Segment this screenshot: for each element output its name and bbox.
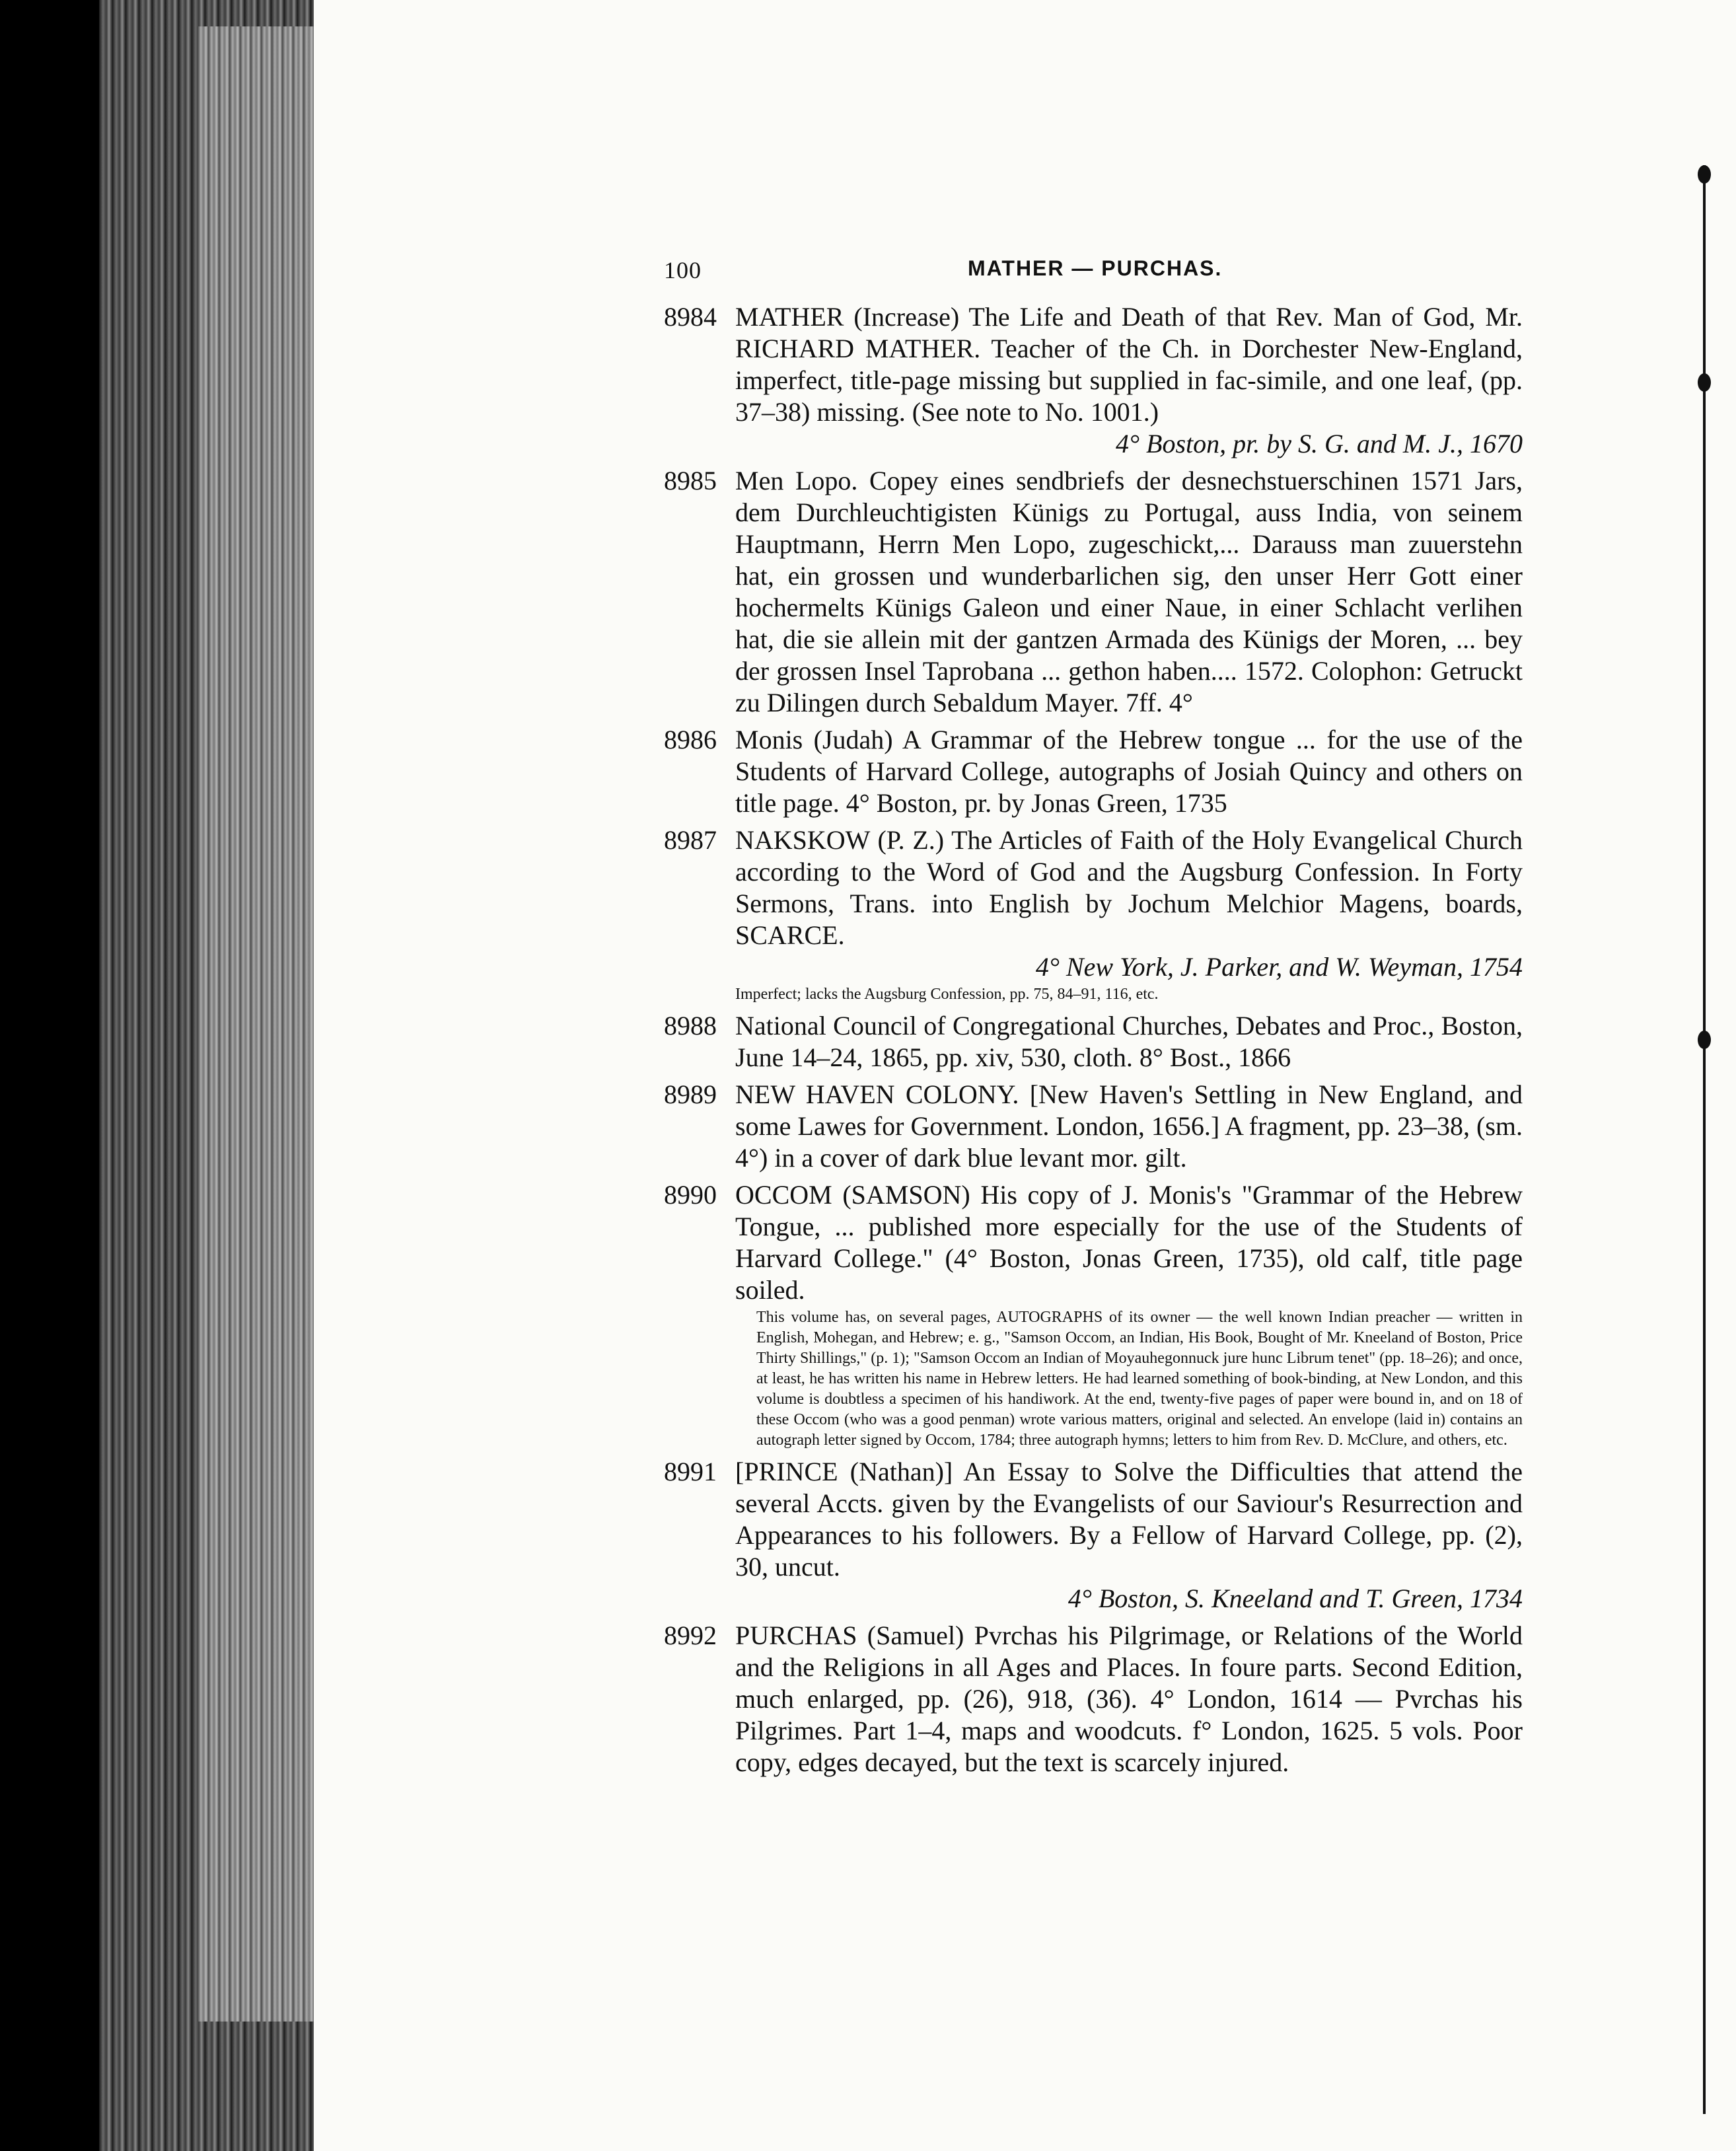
entry-text: OCCOM (SAMSON) His copy of J. Monis's "Grammar of the Hebrew Tongue, ... published more especially for the use of the Students of Harvard College." (4° Boston, Jonas Green, 1735), old calf, title page soiled. [735,1180,1523,1305]
catalog-entry [664,1010,1523,1074]
catalog-entry [664,824,1523,1005]
entry-text: Men Lopo. Copey eines sendbriefs der desnechstuerschinen 1571 Jars, dem Durchleuchtigisten Künigs zu Portugal, auss India, von seinem Hauptmann, Herrn Men Lopo, zugeschickt,... Darauss man zuuerstehn hat, ein grossen und wunderbarlichen sig, den unser Herr Gott einer hochermelts Künigs Galeon und einer Naue, in einer Schlacht verlihen hat, die sie allein mit der gantzen Armada des Künigs der Moren, ... bey der grossen Insel Taprobana ... gethon haben.... 1572. Colophon: Getruckt zu Dilingen durch Sebaldum Mayer. 7ff. 4° [735,466,1523,717]
entry-note: This volume has, on several pages, AUTOGRAPHS of its owner — the well known Indian preacher — written in English, Mohegan, and Hebrew; e. g., "Samson Occom, an Indian, His Book, Bought of Mr. Kneeland of Boston, Price Thirty Shillings," (p. 1); "Samson Occom an Indian of Moyauhegonnuck jure hunc Librum tenet" (pp. 18–26); and once, at least, he has written his name in Hebrew letters. He had learned something of book-binding, at New London, and this volume is doubtless a specimen of his handiwork. At the end, twenty-five pages of paper were bound in, and on 18 of these Occom (who was a good penman) wrote various matters, original and selected. An envelope (laid in) contains an autograph letter signed by Occom, 1784; three autograph hymns; letters to him from Rev. D. McClure, and others, etc. [756,1309,1523,1449]
entry-number: 8989 [664,1079,717,1109]
entry-text: MATHER (Increase) The Life and Death of that Rev. Man of God, Mr. RICHARD MATHER. Teacher of the Ch. in Dorchester New-England, imperfect, title-page missing but supplied in fac-simile, and one leaf, (pp. 37–38) missing. (See note to No. 1001.) [735,302,1523,427]
entry-text: National Council of Congregational Churches, Debates and Proc., Boston, June 14–24, 1865, pp. xiv, 530, cloth. 8° Bost., 1866 [735,1011,1523,1072]
entry-text: NEW HAVEN COLONY. [New Haven's Settling in New England, and some Lawes for Government. London, 1656.] A fragment, pp. 23–38, (sm. 4°) in a cover of dark blue levant mor. gilt. [735,1079,1523,1173]
binding-mark [1698,165,1711,184]
entry-text: Monis (Judah) A Grammar of the Hebrew tongue ... for the use of the Students of Harvard College, autographs of Josiah Quincy and others on title page. 4° Boston, pr. by Jonas Green, 1735 [735,725,1523,818]
entry-number: 8987 [664,825,717,855]
entry-number: 8984 [664,302,717,332]
entry-imprint: 4° Boston, pr. by S. G. and M. J., 1670 [1116,429,1523,458]
page-header [664,256,1523,296]
catalog-entry [664,1079,1523,1174]
entry-text: PURCHAS (Samuel) Pvrchas his Pilgrimage, or Relations of the World and the Religions in all Ages and Places. In foure parts. Second Edition, much enlarged, pp. (26), 918, (36). 4° London, 1614 — Pvrchas his Pilgrimes. Part 1–4, maps and woodcuts. f° London, 1625. 5 vols. Poor copy, edges decayed, but the text is scarcely injured. [735,1621,1523,1777]
page-right-rule [1703,165,1706,2114]
entry-number: 8991 [664,1457,717,1486]
entry-number: 8988 [664,1011,717,1040]
entry-number: 8990 [664,1180,717,1210]
entry-imprint: 4° Boston, S. Kneeland and T. Green, 1734 [1067,1584,1523,1613]
page-content [664,256,1523,1778]
running-title: MATHER — PURCHAS. [968,256,1223,280]
entry-number: 8985 [664,466,717,495]
entry-imprint: 4° New York, J. Parker, and W. Weyman, 1754 [1035,952,1523,982]
catalog-entry [664,1179,1523,1451]
entry-text: NAKSKOW (P. Z.) The Articles of Faith of the Holy Evangelical Church according to the Word of God and the Augsburg Confession. In Forty Sermons, Trans. into English by Jochum Melchior Magens, boards, SCARCE. [735,825,1523,950]
binding-mark [1698,1031,1711,1049]
page-number: 100 [664,257,702,283]
catalog-entry [664,1456,1523,1615]
entry-number: 8992 [664,1621,717,1650]
entry-note: Imperfect; lacks the Augsburg Confession, pp. 75, 84–91, 116, etc. [735,986,1159,1003]
binding-mark [1698,373,1711,392]
entry-number: 8986 [664,725,717,754]
entry-text: [PRINCE (Nathan)] An Essay to Solve the Difficulties that attend the several Accts. given by the Evangelists of our Saviour's Resurrection and Appearances to his followers. By a Fellow of Harvard College, pp. (2), 30, uncut. [735,1457,1523,1582]
catalog-entry [664,724,1523,819]
catalog-entry [664,1620,1523,1778]
catalog-entry [664,301,1523,460]
catalog-entry [664,465,1523,719]
book-page-edges-inner [198,26,324,2022]
